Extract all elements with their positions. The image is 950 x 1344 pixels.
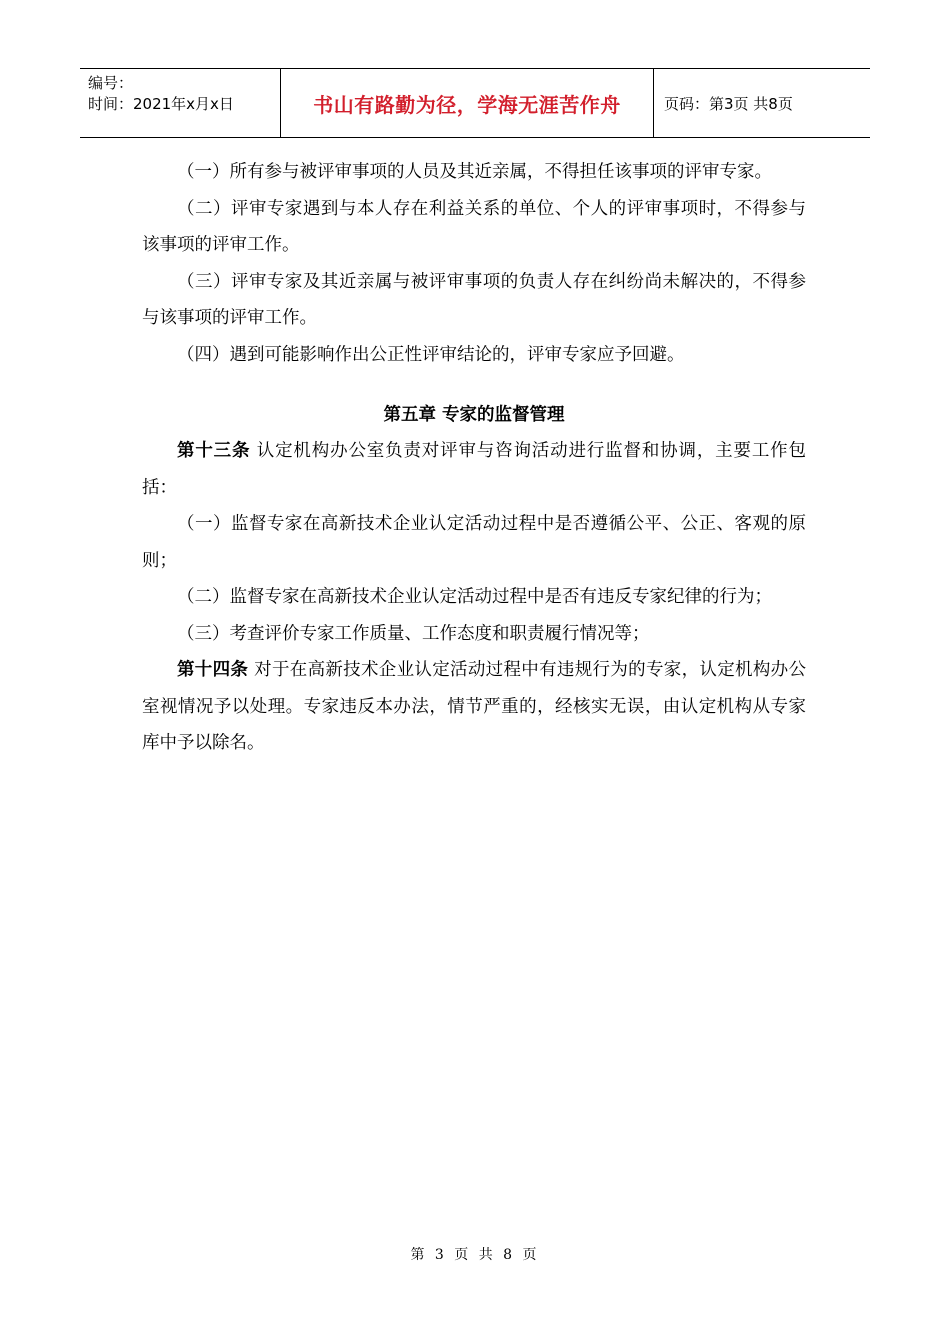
article-14-label: 第十四条 (177, 660, 249, 680)
article-14-text: 对于在高新技术企业认定活动过程中有违规行为的专家，认定机构办公室视情况予以处理。专家违反本办法，情节严重的，经核实无误，由认定机构从专家库中予以除名。 (142, 660, 806, 753)
document-body (142, 154, 806, 762)
paragraph: （三）考查评价专家工作质量、工作态度和职责履行情况等； (177, 623, 650, 644)
header-page-number: 页码：第3页 共8页 (664, 94, 793, 113)
header-meta (80, 69, 281, 137)
paragraph: （二）评审专家遇到与本人存在利益关系的单位、个人的评审事项时，不得参与该事项的评审工作。 (142, 198, 806, 255)
article-13 (142, 433, 806, 506)
page-header (80, 68, 870, 138)
article-14 (142, 652, 806, 762)
article-13-label: 第十三条 (177, 441, 251, 461)
paragraph: （一）监督专家在高新技术企业认定活动过程中是否遵循公平、公正、客观的原则； (142, 514, 806, 571)
chapter-title: 第五章 专家的监督管理 (383, 405, 565, 425)
paragraph: （一）所有参与被评审事项的人员及其近亲属，不得担任该事项的评审专家。 (177, 162, 772, 182)
page-footer: 第 3 页 共 8 页 (410, 1247, 540, 1263)
document-time-label: 时间：2021年x月x日 (88, 95, 234, 113)
header-motto: 书山有路勤为径，学海无涯苦作舟 (281, 69, 654, 137)
document-number-label: 编号： (88, 74, 134, 92)
paragraph: （四）遇到可能影响作出公正性评审结论的，评审专家应予回避。 (177, 344, 685, 365)
article-13-text: 认定机构办公室负责对评审与咨询活动进行监督和协调，主要工作包括： (142, 441, 807, 498)
paragraph: （三）评审专家及其近亲属与被评审事项的负责人存在纠纷尚未解决的，不得参与该事项的评审工作。 (142, 271, 806, 328)
paragraph: （二）监督专家在高新技术企业认定活动过程中是否有违反专家纪律的行为； (177, 587, 772, 607)
